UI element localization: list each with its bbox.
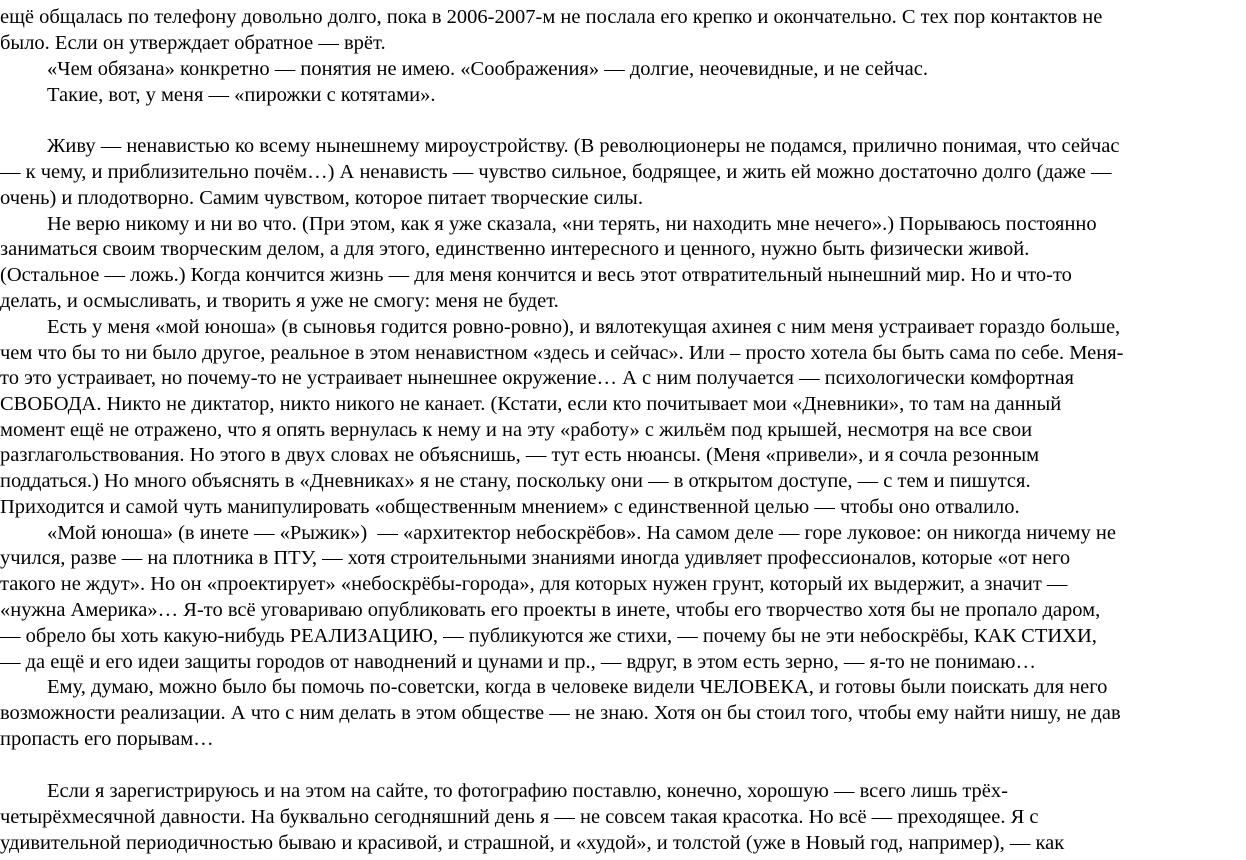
text-line: ещё общалась по телефону довольно долго, пока в 2006-2007-м не послала его крепко и окончательно. С тех пор контактов не (0, 6, 1103, 28)
text-line: Есть у меня «мой юноша» (в сыновья годится ровно-ровно), и вялотекущая ахинея с ним меня устраивает гораздо больше, (47, 316, 1121, 338)
text-line: заниматься своим творческим делом, а для этого, единственно интересного и ценного, нужно быть физически живой. (0, 238, 1030, 260)
text-line: четырёхмесячной давности. На буквально сегодняшний день я — не совсем такая красотка. Но всё — преходящее. Я с (0, 806, 1039, 828)
text-line: — к чему, и приблизительно почём…) А ненависть — чувство сильное, бодрящее, и жить ей можно достаточно долго (даже — (0, 161, 1112, 183)
text-line: удивительной периодичностью бываю и красивой, и страшной, и «худой», и толстой (уже в Новый год, например), — как (0, 832, 1065, 854)
text-line: делать, и осмысливать, и творить я уже не смогу: меня не будет. (0, 290, 559, 312)
text-line: возможности реализации. А что с ним делать в этом обществе — не знаю. Хотя он бы стоил того, чтобы ему найти нишу, не дав (0, 702, 1121, 724)
text-line: Ему, думаю, можно было бы помочь по-советски, когда в человеке видели ЧЕЛОВЕКА, и готовы были поискать для него (47, 676, 1108, 698)
text-line: учился, разве — на плотника в ПТУ, — хотя строительными знаниями иногда удивляет профессионалов, которые «от него (0, 547, 1071, 569)
text-line: «Мой юноша» (в инете — «Рыжик») — «архитектор небоскрёбов». На самом деле — горе луковое: он никогда ничему не (47, 522, 1116, 544)
text-line: то это устраивает, но почему-то не устраивает нынешнее окружение… А с ним получается — психологически комфортная (0, 367, 1074, 389)
text-line: пропасть его порывам… (0, 728, 214, 750)
text-line: очень) и плодотворно. Самим чувством, которое питает творческие силы. (0, 187, 643, 209)
text-line: СВОБОДА. Никто не диктатор, никто никого не канает. (Кстати, если кто почитывает мои «Дневники», то там на данный (0, 393, 1062, 415)
text-line: — обрело бы хоть какую-нибудь РЕАЛИЗАЦИЮ, — публикуются же стихи, — почему бы не эти небоскрёбы, КАК СТИХИ, (0, 625, 1097, 647)
text-line: такого не ждут». Но он «проектирует» «небоскрёбы-города», для которых нужен грунт, который их выдержит, а значит — (0, 573, 1068, 595)
text-line: — да ещё и его идеи защиты городов от наводнений и цунами и пр., — вдруг, в этом есть зерно, — я-то не понимаю… (0, 651, 1036, 673)
text-line: момент ещё не отражено, что я опять вернулась к нему и на эту «работу» с жильём под крышей, несмотря на все свои (0, 419, 1033, 441)
text-line: (Остальное — ложь.) Когда кончится жизнь — для меня кончится и весь этот отвратительный нынешний мир. Но и что-то (0, 264, 1072, 286)
text-line: Живу — ненавистью ко всему нынешнему мироустройству. (В революционеры не подамся, прилично понимая, что сейчас (47, 135, 1120, 157)
text-line: Приходится и самой чуть манипулировать «общественным мнением» с единственной целью — чтобы оно отвалило. (0, 496, 1020, 518)
text-line: Такие, вот, у меня — «пирожки с котятами». (47, 84, 436, 106)
text-line: Если я зарегистрируюсь и на этом на сайте, то фотографию поставлю, конечно, хорошую — всего лишь трёх- (47, 780, 1008, 802)
text-line: было. Если он утверждает обратное — врёт. (0, 32, 386, 54)
text-line: разглагольствования. Но этого в двух словах не объяснишь, — тут есть нюансы. (Меня «привели», и я сочла резонным (0, 444, 1040, 466)
text-line: Не верю никому и ни во что. (При этом, как я уже сказала, «ни терять, ни находить мне нечего».) Порываюсь постоянно (47, 213, 1097, 235)
text-line: поддаться.) Но много объяснять в «Дневниках» я не стану, поскольку они — в открытом доступе, — с тем и пишутся. (0, 470, 1031, 492)
text-line: чем что бы то ни было другое, реальное в этом ненавистном «здесь и сейчас». Или – просто хотела бы быть сама по себе. Меня- (0, 342, 1124, 364)
text-line: «нужна Америка»… Я-то всё уговариваю опубликовать его проекты в инете, чтобы его творчество хотя бы не пропало даром, (0, 599, 1101, 621)
text-line: «Чем обязана» конкретно — понятия не имею. «Соображения» — долгие, неочевидные, и не сейчас. (47, 58, 928, 80)
